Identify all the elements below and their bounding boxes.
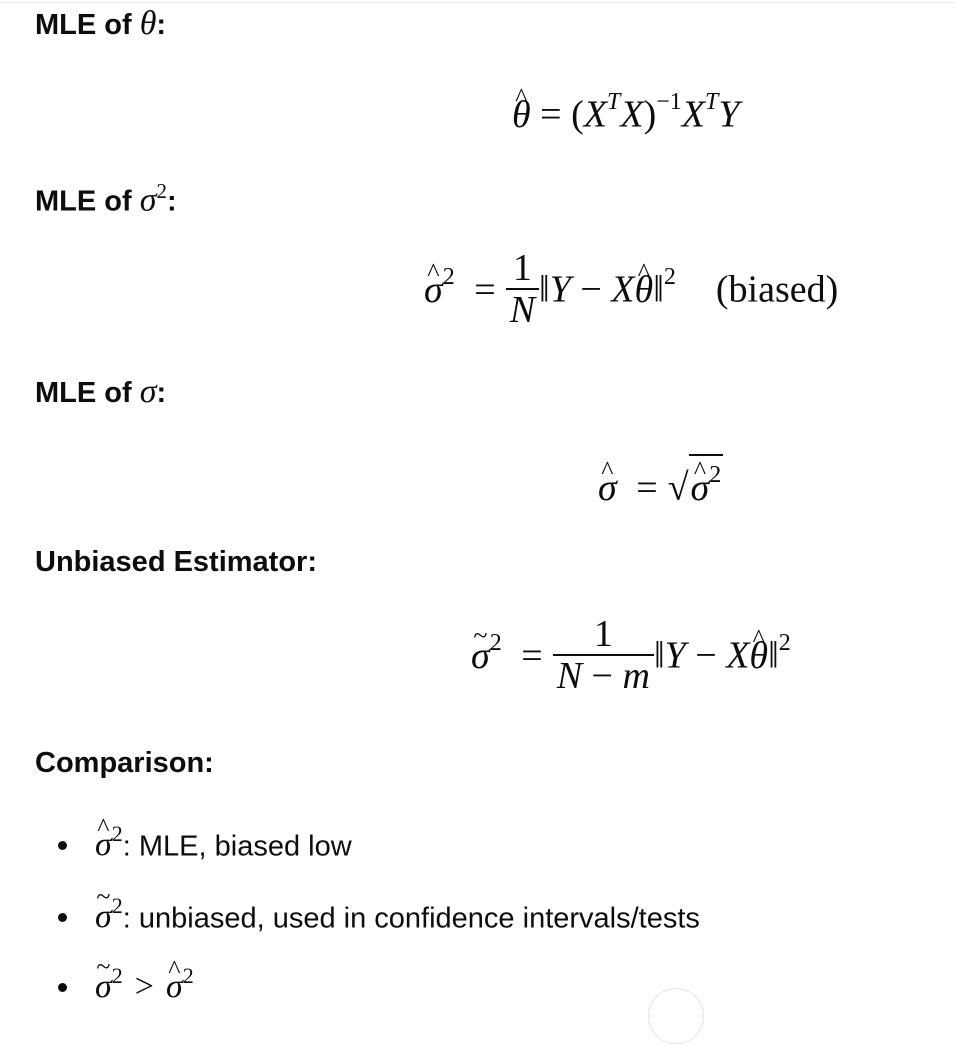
list-item: σ ~$^2$: unbiased, used in confidence intervals/tests [58,888,700,938]
equation-theta-hat: θ ^ = $(X^TX)^{-1}X^TY$ [512,84,739,137]
heading-mle-theta: MLE of θ: [35,5,167,42]
heading-unbiased-estimator: Unbiased Estimator: [35,546,317,578]
top-divider [0,2,956,3]
fraction-one-over-n-minus-m: $\frac{1}{N - m}$ [553,614,654,696]
heading-mle-sigma-squared: MLE of $\sigma^2$: [35,179,177,219]
bullet-icon [58,913,67,922]
scroll-down-button[interactable] [648,988,704,1044]
heading-comparison: Comparison: [35,747,214,779]
square-root: √σ ^$^2$ [668,454,724,510]
equation-sigma-squared-hat: σ ^$^2$ = $\frac{1}{N}$ ‖Y − Xθ ^‖$^2$ (biased) [424,252,838,334]
biased-note: (biased) [715,268,839,311]
list-item: σ ^$^2$: MLE, biased low [58,816,352,866]
list-item: σ ~$^2$ > σ ^$^2$ [58,958,194,1008]
equation-sigma-hat: σ ^ = √σ ^$^2$ [598,454,723,510]
bullet-icon [58,841,67,850]
bullet-icon [58,983,67,992]
equation-sigma-tilde-squared: σ ~$^2$ = $\frac{1}{N - m}$ ‖Y − Xθ ^‖$^2$ [471,618,791,700]
fraction-one-over-n: $\frac{1}{N}$ [506,248,539,330]
heading-mle-sigma: MLE of σ: [35,373,167,410]
